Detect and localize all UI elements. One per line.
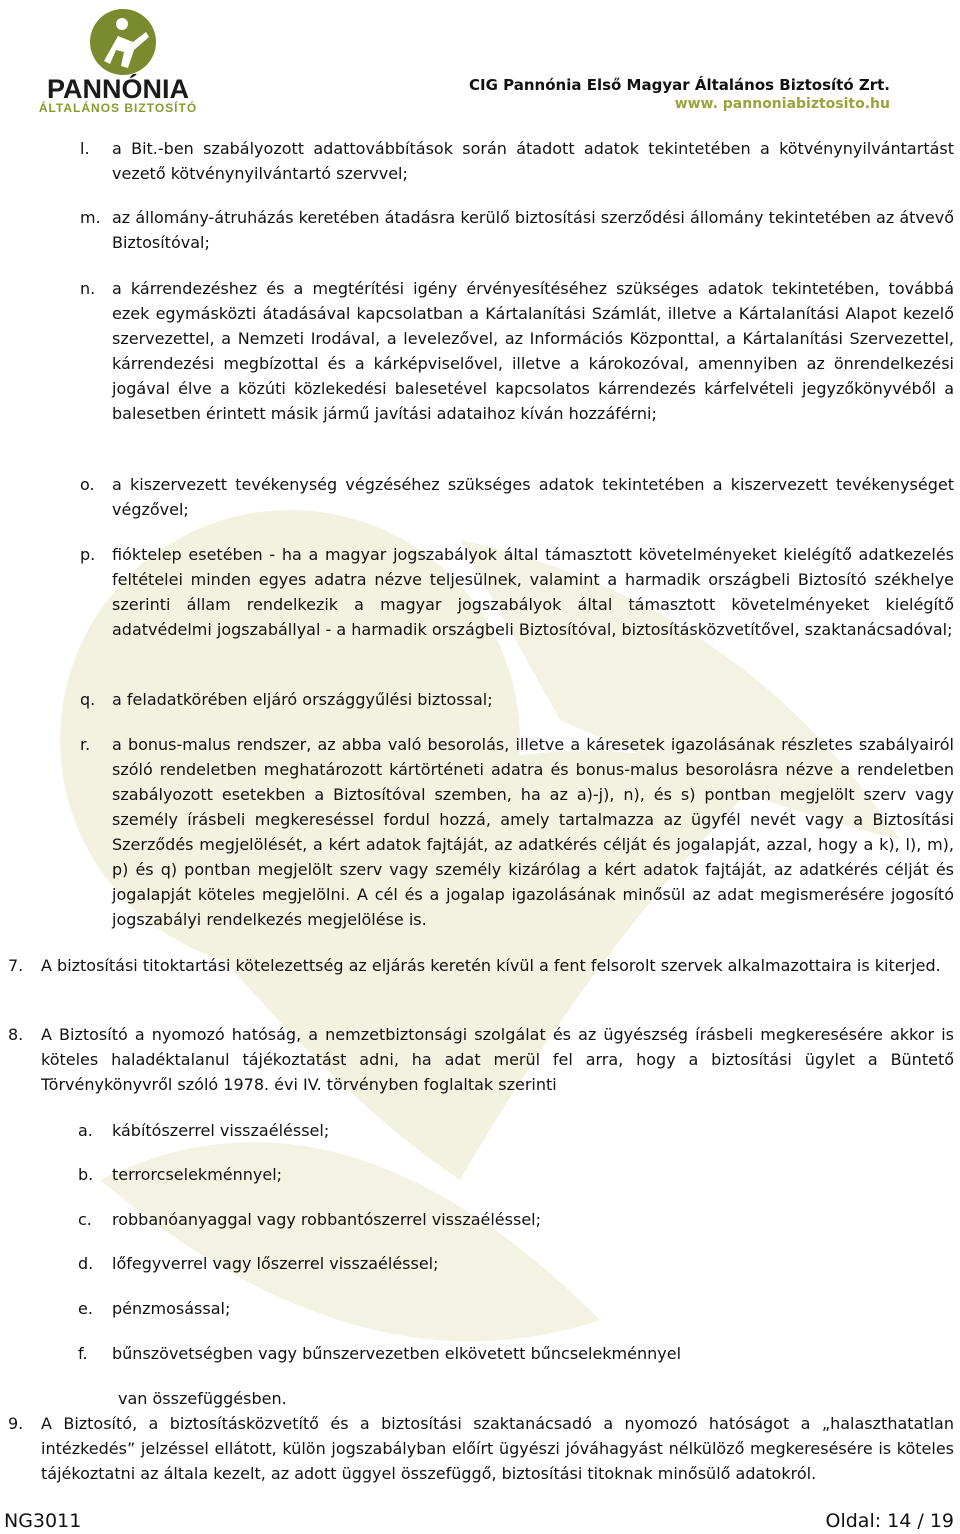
item-label: o. — [80, 475, 95, 494]
item-label: p. — [80, 545, 96, 564]
list-item-p — [80, 542, 954, 642]
sub-item-e — [78, 1296, 948, 1321]
item-text: robbanóanyaggal vagy robbantószerrel visszaéléssel; — [112, 1210, 541, 1229]
company-url: www. pannoniabiztosito.hu — [674, 96, 890, 112]
item-text: a feladatkörében eljáró országgyűlési biztossal; — [112, 690, 493, 709]
item-label: 9. — [8, 1414, 24, 1433]
document-code: NG3011 — [4, 1510, 82, 1532]
item-text: a kiszervezett tevékenység végzéséhez szükséges adatok tekintetében a kiszervezett tevékenységet végzővel; — [112, 475, 954, 519]
item-label: 7. — [8, 956, 24, 975]
list-item-r — [80, 732, 954, 932]
item-text: A biztosítási titoktartási kötelezettség az eljárás keretén kívül a fent felsorolt szervek alkalmazottaira is kiterjed. — [41, 956, 941, 975]
item-label: a. — [78, 1121, 93, 1140]
item-text: kábítószerrel visszaéléssel; — [112, 1121, 330, 1140]
item-label: r. — [80, 735, 91, 754]
pannonia-logo-icon — [18, 6, 218, 114]
item-label: b. — [78, 1165, 94, 1184]
item-text: a Bit.-ben szabályozott adattovábbítások során átadott adatok tekintetében a kötvénynyilvántartást vezető kötvénynyilvántartó szervvel; — [112, 139, 954, 183]
list-item-m — [80, 205, 954, 255]
item-text: lőfegyverrel vagy lőszerrel visszaéléssel; — [112, 1254, 439, 1273]
item-label: c. — [78, 1210, 92, 1229]
item-label: m. — [80, 208, 101, 227]
item-label: d. — [78, 1254, 94, 1273]
company-logo — [18, 6, 218, 114]
continuation-text: van összefüggésben. — [118, 1389, 287, 1408]
numbered-item-9 — [8, 1411, 954, 1486]
item-text: A Biztosító, a biztosításközvetítő és a biztosítási szaktanácsadó a nyomozó hatóságot a „halaszthatatlan intézkedés” jelzéssel ellátott, külön jogszabályban előírt ügyészi jóváhagyást nélkülöző megkeresésére is köteles tájékoztatni az általa kezelt, az adott üggyel összefüggő, biztosítási titoknak minősülő adatokról. — [41, 1414, 954, 1483]
company-name: CIG Pannónia Első Magyar Általános Biztosító Zrt. — [469, 76, 890, 94]
item-label: l. — [80, 139, 90, 158]
item-text: a bonus-malus rendszer, az abba való besorolás, illetve a káresetek igazolásának részletes szabályairól szóló rendeletben meghatározott kártörténeti adatra és bonus-malus besorolásra nézve a rendeletben szabályozott esetekben a Biztosítóval szemben, ha az a)-j), n), és s) pontban megjelölt szerv vagy személy írásbeli megkereséssel fordul hozzá, amely tartalmazza az ügyfél nevét vagy a Biztosítási Szerződés megjelölését, a kért adatok fajtáját, az adatkérés célját és jogalapját, azzal, hogy a k), l), m), p) és q) pontban megjelölt szerv vagy személy kizárólag a kért adatok fajtáját, az adatkérés célját és jogalapját köteles megjelölni. A cél és a jogalap igazolásának minősül az adat megismerésére jogosító jogszabályi rendelkezés megjelölése is. — [112, 735, 954, 929]
sub-item-f — [78, 1341, 948, 1366]
sub-item-c — [78, 1207, 948, 1232]
list-item-q — [80, 687, 954, 712]
list-item-n — [80, 276, 954, 426]
list-item-o — [80, 472, 954, 522]
logo-text: PANNÓNIA — [46, 74, 190, 104]
item-text: pénzmosással; — [112, 1299, 231, 1318]
item-label: n. — [80, 279, 96, 298]
item-label: f. — [78, 1344, 88, 1363]
sub-item-a — [78, 1118, 948, 1143]
logo-subtext: ÁLTALÁNOS BIZTOSÍTÓ — [38, 101, 198, 114]
item-text: bűnszövetségben vagy bűnszervezetben elkövetett bűncselekménnyel — [112, 1344, 682, 1363]
company-info — [469, 76, 890, 114]
numbered-item-8 — [8, 1022, 954, 1097]
sub-item-b — [78, 1162, 948, 1187]
item-label: q. — [80, 690, 96, 709]
item-text: a kárrendezéshez és a megtérítési igény érvényesítéséhez szükséges adatok tekintetében, továbbá ezek egymásközti átadásával kapcsolatban a Kártalanítási Számlát, illetve a Kártalanítási Alapot kezelő szervezettel, a Nemzeti Irodával, a levelezővel, az Információs Központtal, a Kártalanítási Szervezettel, kárrendezési megbízottal és a kárképviselővel, illetve a károkozóval, amennyiben az önrendelkezési jogával élve a közúti közlekedési balesetével kapcsolatos kárrendezés kárfelvételi jegyzőkönyvéből a balesetben érintett másik jármű javítási adataihoz kíván hozzáférni; — [112, 279, 954, 423]
item-label: e. — [78, 1299, 93, 1318]
sub-item-d — [78, 1251, 948, 1276]
item-text: az állomány-átruházás keretében átadásra kerülő biztosítási szerződési állomány tekintetében az átvevő Biztosítóval; — [112, 208, 954, 252]
item-text: terrorcselekménnyel; — [112, 1165, 283, 1184]
item-text: fióktelep esetében - ha a magyar jogszabályok által támasztott követelményeket kielégítő adatkezelés feltételei minden egyes adatra nézve teljesülnek, valamint a harmadik országbeli Biztosító székhelye szerinti állam rendelkezik a magyar jogszabályok által támasztott követelményeket kielégítő adatvédelmi jogszabállyal - a harmadik országbeli Biztosítóval, biztosításközvetítővel, szaktanácsadóval; — [112, 545, 954, 639]
page-number: Oldal: 14 / 19 — [825, 1510, 954, 1532]
numbered-item-7 — [8, 953, 954, 978]
list-item-l — [80, 136, 954, 186]
item-text: A Biztosító a nyomozó hatóság, a nemzetbiztonsági szolgálat és az ügyészség írásbeli megkeresésére akkor is köteles haladéktalanul tájékoztatást adni, ha adat merül fel arra, hogy a biztosítási ügylet a Büntető Törvénykönyvről szóló 1978. évi IV. törvényben foglaltak szerinti — [41, 1025, 954, 1094]
item-label: 8. — [8, 1025, 24, 1044]
